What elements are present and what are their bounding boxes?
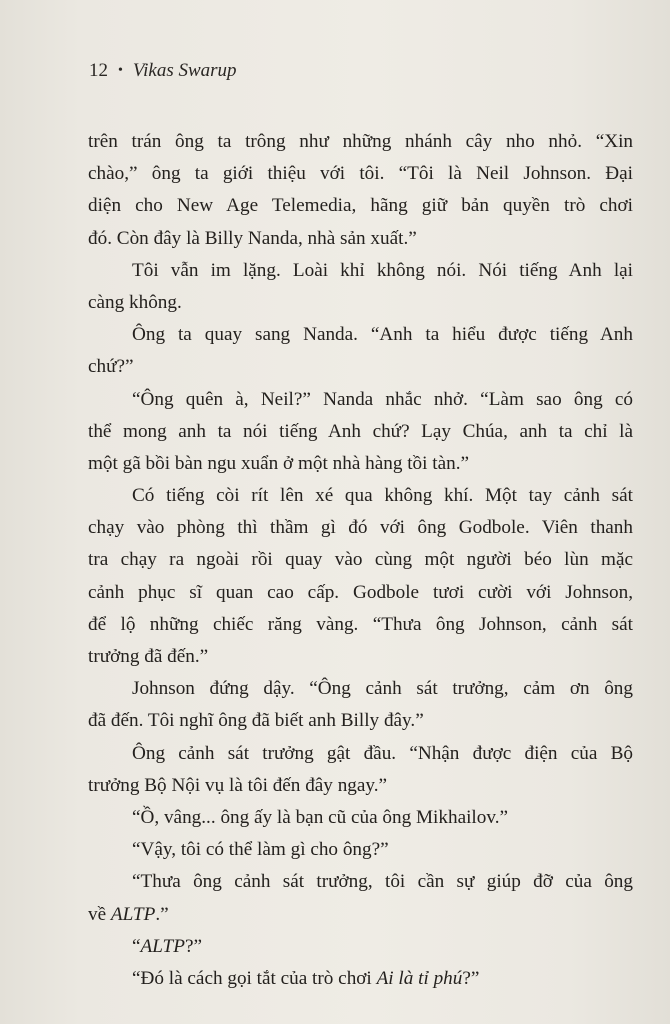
- text-line: Ông cảnh sát trưởng gật đầu. “Nhận được điện của Bộ: [132, 742, 633, 764]
- page-number: 12: [89, 60, 108, 81]
- text-line: chạy vào phòng thì thầm gì đó với ông Godbole. Viên thanh: [88, 517, 633, 539]
- italic-title: ALTP: [110, 903, 156, 925]
- text-line: [88, 899, 633, 931]
- text-line: để lộ những chiếc răng vàng. “Thưa ông Johnson, cảnh sát: [88, 613, 633, 635]
- text-line: Tôi vẫn im lặng. Loài khỉ không nói. Nói tiếng Anh lại: [132, 259, 633, 281]
- text-line: tra chạy ra ngoài rồi quay vào cùng một người béo lùn mặc: [88, 549, 633, 571]
- text-line: trên trán ông ta trông như những nhánh cây nho nhỏ. “Xin: [88, 131, 633, 152]
- text-line: trưởng Bộ Nội vụ là tôi đến đây ngay.”: [88, 774, 388, 796]
- text-line: “Ông quên à, Neil?” Nanda nhắc nhở. “Làm sao ông có: [132, 388, 633, 410]
- author-name: Vikas Swarup: [132, 60, 237, 81]
- text-line: Ông ta quay sang Nanda. “Anh ta hiểu được tiếng Anh: [132, 324, 633, 346]
- text-segment: về: [88, 903, 111, 925]
- text-line: thể mong anh ta nói tiếng Anh chứ? Lạy Chúa, anh ta chỉ là: [88, 420, 633, 442]
- text-line: Johnson đứng dậy. “Ông cảnh sát trưởng, cảm ơn ông: [132, 678, 633, 700]
- text-segment: .”: [155, 903, 169, 925]
- text-line: chứ?”: [88, 356, 134, 378]
- italic-title: ALTP: [140, 935, 185, 957]
- text-line: “Ồ, vâng... ông ấy là bạn cũ của ông Mikhailov.”: [132, 806, 509, 828]
- text-line: trưởng đã đến.”: [88, 646, 209, 667]
- text-line: [88, 931, 633, 963]
- text-segment: “Đó là cách gọi tắt của trò chơi: [132, 967, 377, 989]
- text-line: [88, 963, 633, 995]
- text-line: “Thưa ông cảnh sát trưởng, tôi cần sự giúp đỡ của ông: [132, 871, 633, 893]
- text-line: một gã bồi bàn ngu xuẩn ở một nhà hàng tồi tàn.”: [88, 452, 470, 474]
- text-line: Có tiếng còi rít lên xé qua không khí. Một tay cảnh sát: [132, 485, 633, 507]
- body-text: [88, 126, 633, 995]
- running-header: [89, 60, 237, 82]
- header-separator: •: [118, 63, 123, 78]
- text-line: diện cho New Age Telemedia, hãng giữ bản quyền trò chơi: [88, 195, 633, 217]
- text-segment: ?”: [184, 935, 202, 957]
- text-line: “Vậy, tôi có thể làm gì cho ông?”: [132, 839, 389, 861]
- italic-title: Ai là tỉ phú: [376, 967, 463, 989]
- text-line: càng không.: [88, 291, 182, 313]
- text-segment: “: [132, 935, 141, 957]
- text-line: cảnh phục sĩ quan cao cấp. Godbole tươi cười với Johnson,: [88, 581, 633, 603]
- text-line: đã đến. Tôi nghĩ ông đã biết anh Billy đây.”: [88, 710, 424, 732]
- text-line: đó. Còn đây là Billy Nanda, nhà sản xuất.”: [88, 227, 417, 249]
- text-segment: ?”: [462, 967, 480, 989]
- text-line: chào,” ông ta giới thiệu với tôi. “Tôi là Neil Johnson. Đại: [88, 163, 633, 185]
